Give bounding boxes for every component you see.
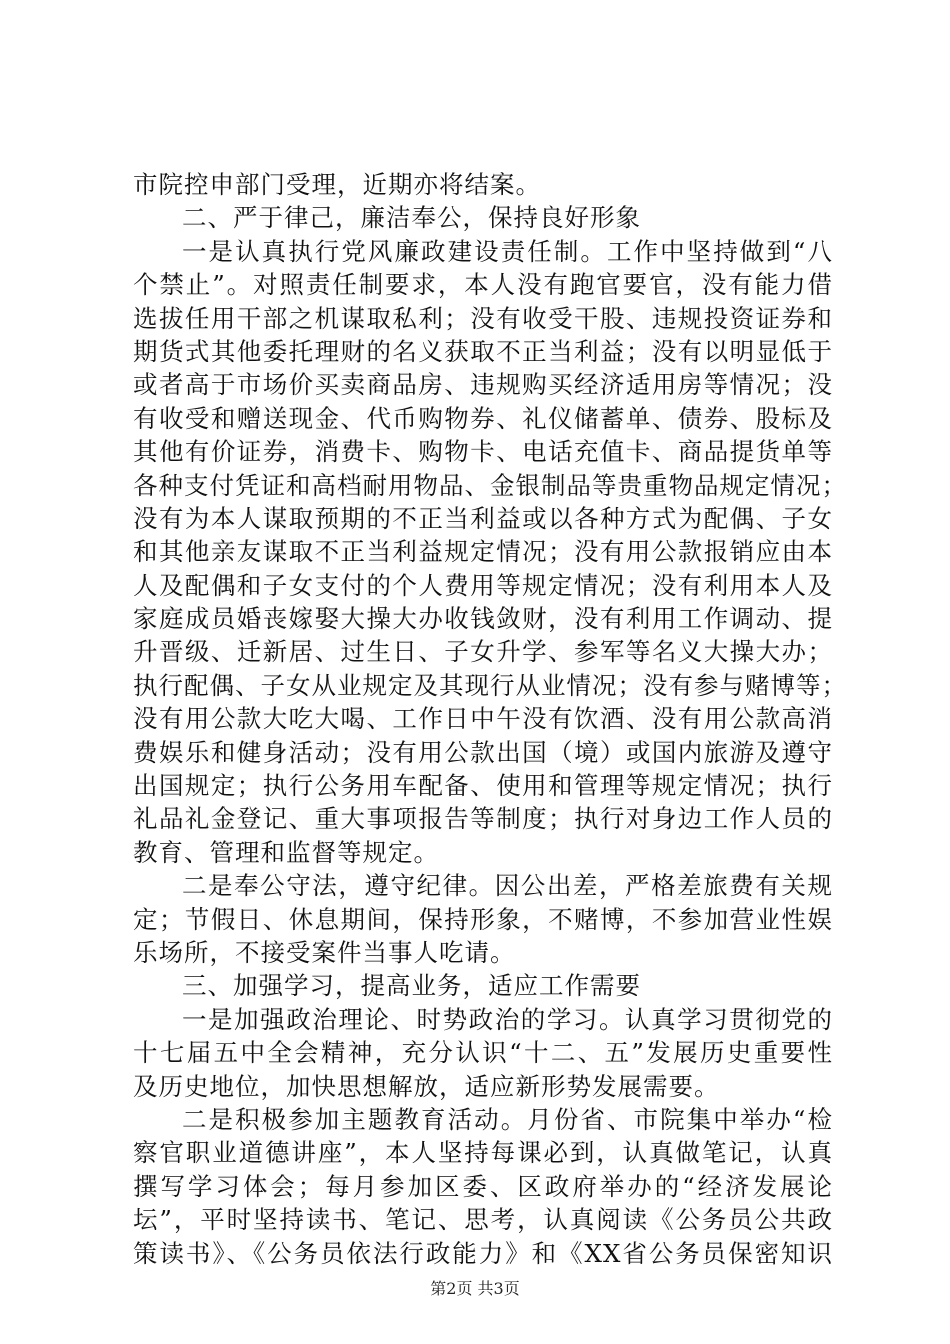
text-line: 策读书》、《公务员依法行政能力》和《XX省公务员保密知识 (133, 1238, 833, 1268)
text-line: 人及配偶和子女支付的个人费用等规定情况；没有利用本人及 (133, 570, 833, 600)
text-line: 期货式其他委托理财的名义获取不正当利益；没有以明显低于 (133, 336, 833, 366)
page-number-footer: 第2页 共3页 (430, 1279, 520, 1298)
text-line: 选拔任用干部之机谋取私利；没有收受干股、违规投资证券和 (133, 303, 833, 333)
text-line: 撰写学习体会；每月参加区委、区政府举办的“经济发展论 (133, 1171, 833, 1201)
text-line: 费娱乐和健身活动；没有用公款出国（境）或国内旅游及遵守 (133, 737, 833, 767)
text-line: 市院控申部门受理，近期亦将结案。 (133, 170, 541, 199)
section-heading: 二、严于律己，廉洁奉公，保持良好形象 (182, 203, 641, 233)
text-line: 十七届五中全会精神，充分认识“十二、五”发展历史重要性 (133, 1038, 833, 1068)
text-line: 及历史地位，加快思想解放，适应新形势发展需要。 (133, 1071, 720, 1101)
document-body (133, 168, 847, 1270)
text-line: 定；节假日、休息期间，保持形象，不赌博，不参加营业性娱 (133, 904, 833, 934)
text-line: 其他有价证券，消费卡、购物卡、电话充值卡、商品提货单等 (133, 437, 833, 467)
text-line: 个禁止”。对照责任制要求，本人没有跑官要官，没有能力借 (133, 270, 833, 300)
text-line: 礼品礼金登记、重大事项报告等制度；执行对身边工作人员的 (133, 804, 833, 834)
text-line: 二是积极参加主题教育活动。月份省、市院集中举办“检 (182, 1104, 833, 1134)
text-line: 教育、管理和监督等规定。 (133, 837, 439, 867)
text-line: 或者高于市场价买卖商品房、违规购买经济适用房等情况；没 (133, 370, 833, 400)
text-line: 没有为本人谋取预期的不正当利益或以各种方式为配偶、子女 (133, 503, 833, 533)
text-line: 坛”，平时坚持读书、笔记、思考，认真阅读《公务员公共政 (133, 1205, 833, 1235)
section-heading: 三、加强学习，提高业务，适应工作需要 (182, 971, 641, 1001)
text-line: 没有用公款大吃大喝、工作日中午没有饮酒、没有用公款高消 (133, 704, 833, 734)
text-line: 和其他亲友谋取不正当利益规定情况；没有用公款报销应由本 (133, 537, 833, 567)
text-line: 各种支付凭证和高档耐用物品、金银制品等贵重物品规定情况； (133, 470, 847, 500)
text-line: 出国规定；执行公务用车配备、使用和管理等规定情况；执行 (133, 771, 833, 801)
text-line: 一是认真执行党风廉政建设责任制。工作中坚持做到“八 (182, 236, 833, 266)
text-line: 升晋级、迁新居、过生日、子女升学、参军等名义大操大办； (133, 637, 833, 667)
text-line: 有收受和赠送现金、代币购物券、礼仪储蓄单、债券、股标及 (133, 403, 833, 433)
text-line: 家庭成员婚丧嫁娶大操大办收钱敛财，没有利用工作调动、提 (133, 604, 833, 634)
text-line: 执行配偶、子女从业规定及其现行从业情况；没有参与赌博等； (133, 670, 847, 700)
text-line: 察官职业道德讲座”，本人坚持每课必到，认真做笔记，认真 (133, 1138, 833, 1168)
text-line: 乐场所，不接受案件当事人吃请。 (133, 937, 516, 967)
text-line: 一是加强政治理论、时势政治的学习。认真学习贯彻党的 (182, 1004, 833, 1034)
text-line: 二是奉公守法，遵守纪律。因公出差，严格差旅费有关规 (182, 871, 833, 901)
